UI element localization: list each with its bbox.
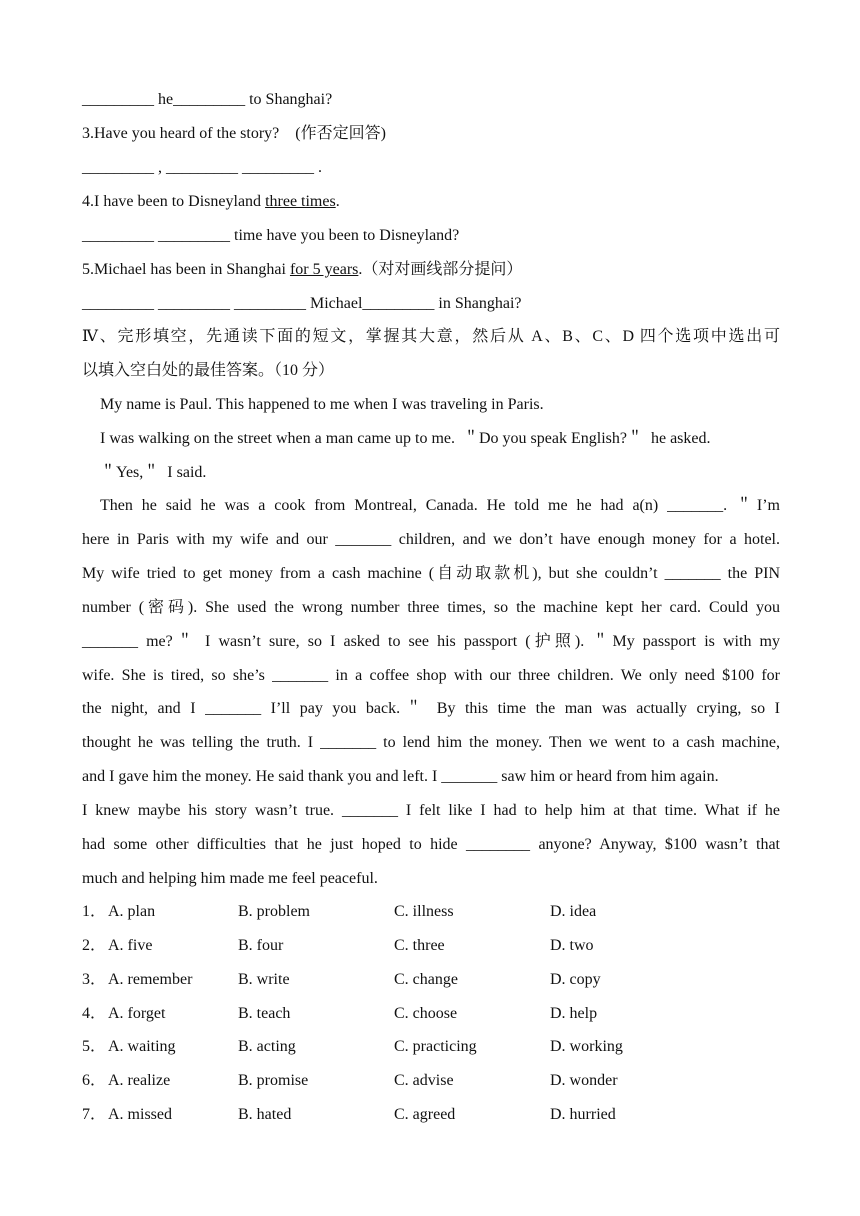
option-a: A. missed (108, 1106, 172, 1123)
q5-question (82, 260, 780, 280)
option-number: 3． (82, 971, 107, 988)
passage-line-5: _______ me?＂ I wasn’t sure, so I asked to see his passport (护照). ＂My passport is with my (82, 633, 780, 650)
option-d: D. copy (550, 971, 601, 988)
option-a: A. remember (108, 971, 193, 988)
option-c: C. illness (394, 903, 454, 920)
section-iv-heading: Ⅳ、完形填空，先通读下面的短文，掌握其大意，然后从 A、B、C、D 四个选项中选出可 (82, 328, 780, 345)
option-d: D. help (550, 1005, 598, 1022)
option-c: C. agreed (394, 1106, 456, 1123)
option-d: D. hurried (550, 1106, 616, 1123)
q4-underlined-phrase: three times (265, 193, 336, 210)
option-number: 1． (82, 903, 107, 920)
option-c: C. choose (394, 1005, 458, 1022)
passage-line-6: wife. She is tired, so she’s _______ in a coffee shop with our three children. We only need $100 for (82, 667, 780, 684)
option-number: 7． (82, 1106, 107, 1123)
passage-line-4: number (密码). She used the wrong number three times, so the machine kept her card. Could you (82, 599, 780, 616)
option-b: B. write (238, 971, 290, 988)
passage-paragraph-2: I was walking on the street when a man came up to me. ＂Do you speak English?＂ he asked. (100, 430, 711, 447)
q3-note: (作否定回答) (295, 125, 386, 142)
option-row (0, 1105, 860, 1125)
option-row (0, 1004, 860, 1024)
option-number: 2． (82, 937, 107, 954)
q4-suffix: . (335, 193, 340, 210)
passage-line-2: here in Paris with my wife and our _______ children, and we don’t have enough money for a hotel. (82, 531, 780, 548)
option-number: 5． (82, 1038, 107, 1055)
section-iv-heading-cont: 以填入空白处的最佳答案。（10 分） (82, 362, 335, 379)
option-b: B. acting (238, 1038, 296, 1055)
q3-text: 3.Have you heard of the story? (82, 125, 280, 142)
passage-line-12: much and helping him made me feel peaceful. (82, 870, 378, 887)
passage-line-7: the night, and I _______ I’ll pay you back.＂ By this time the man was actually crying, so I (82, 700, 780, 717)
option-c: C. advise (394, 1072, 454, 1089)
option-b: B. hated (238, 1106, 292, 1123)
passage-line-10: I knew maybe his story wasn’t true. _______ I felt like I had to help him at that time. What if he (82, 802, 780, 819)
option-c: C. change (394, 971, 458, 988)
option-d: D. wonder (550, 1072, 618, 1089)
option-b: B. teach (238, 1005, 291, 1022)
option-d: D. two (550, 937, 594, 954)
passage-line-1: Then he said he was a cook from Montreal, Canada. He told me he had a(n) _______. ＂I’m (100, 497, 780, 514)
q5-underlined-phrase: for 5 years (289, 261, 359, 278)
option-row (0, 1071, 860, 1091)
option-row (0, 936, 860, 956)
option-c: C. practicing (394, 1038, 477, 1055)
q5-text: 5.Michael has been in Shanghai (82, 261, 290, 278)
option-number: 4． (82, 1005, 107, 1022)
option-a: A. five (108, 937, 153, 954)
option-b: B. four (238, 937, 284, 954)
option-row (0, 902, 860, 922)
q4-question (82, 192, 780, 212)
q2-answer-line: _________ he_________ to Shanghai? (82, 91, 333, 108)
q5-suffix: .（对对画线部分提问） (358, 261, 523, 278)
passage-line-8: thought he was telling the truth. I _______ to lend him the money. Then we went to a cash machine, (82, 734, 780, 751)
option-a: A. plan (108, 903, 156, 920)
q3-answer-line: _________ , _________ _________ . (82, 159, 322, 176)
passage-paragraph-3: ＂Yes,＂ I said. (100, 464, 207, 481)
q3-question (82, 124, 780, 144)
q5-answer-line: _________ _________ _________ Michael_________ in Shanghai? (82, 295, 522, 312)
passage-line-11: had some other difficulties that he just hoped to hide ________ anyone? Anyway, $100 wasn’t that (82, 836, 780, 853)
option-d: D. idea (550, 903, 597, 920)
option-a: A. forget (108, 1005, 166, 1022)
option-d: D. working (550, 1038, 623, 1055)
option-b: B. promise (238, 1072, 309, 1089)
option-row (0, 1037, 860, 1057)
passage-line-9: and I gave him the money. He said thank you and left. I _______ saw him or heard from him again. (82, 768, 719, 785)
option-number: 6． (82, 1072, 107, 1089)
option-c: C. three (394, 937, 445, 954)
option-a: A. realize (108, 1072, 171, 1089)
passage-paragraph-1: My name is Paul. This happened to me when I was traveling in Paris. (100, 396, 544, 413)
option-a: A. waiting (108, 1038, 176, 1055)
option-row (0, 970, 860, 990)
q4-answer-line: _________ _________ time have you been to Disneyland? (82, 227, 460, 244)
q4-text: 4.I have been to Disneyland (82, 193, 266, 210)
option-b: B. problem (238, 903, 310, 920)
passage-line-3: My wife tried to get money from a cash machine (自动取款机), but she couldn’t _______ the PIN (82, 565, 780, 582)
